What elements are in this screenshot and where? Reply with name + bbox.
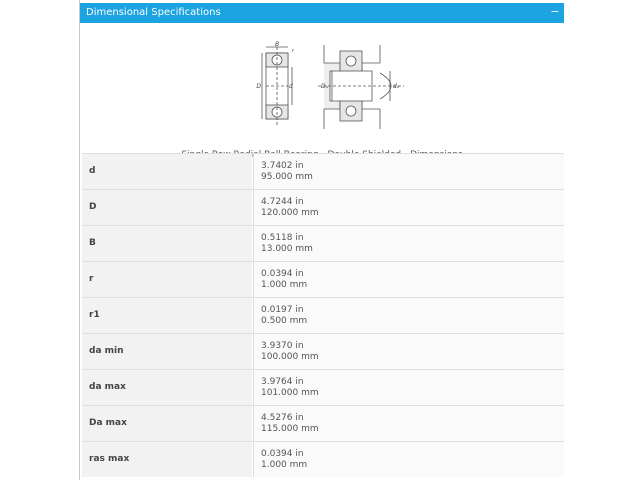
spec-name: ras max	[82, 442, 252, 477]
panel-title: Dimensional Specifications	[86, 7, 221, 18]
spec-name: B	[82, 226, 252, 261]
label-r: r	[292, 48, 295, 54]
table-row	[82, 333, 564, 369]
spec-name: da min	[82, 334, 252, 369]
spec-value-inch: 4.5276 in	[261, 413, 304, 423]
label-Da: Dₐ	[321, 83, 328, 90]
spec-value	[253, 154, 564, 189]
spec-value-mm: 95.000 mm	[261, 172, 313, 182]
spec-value-mm: 13.000 mm	[261, 244, 313, 254]
label-d: d	[289, 83, 293, 90]
spec-value	[253, 406, 564, 441]
spec-value-inch: 3.9370 in	[261, 341, 304, 351]
spec-value-inch: 0.5118 in	[261, 233, 304, 243]
spec-value-mm: 100.000 mm	[261, 352, 319, 362]
specifications-table	[82, 153, 564, 477]
spec-value-mm: 115.000 mm	[261, 424, 319, 434]
spec-value	[253, 190, 564, 225]
spec-value	[253, 226, 564, 261]
spec-value-mm: 120.000 mm	[261, 208, 319, 218]
spec-value-inch: 0.0394 in	[261, 269, 304, 279]
spec-value	[253, 370, 564, 405]
panel-header[interactable]	[80, 3, 564, 23]
table-row	[82, 441, 564, 477]
spec-value-inch: 0.0197 in	[261, 305, 304, 315]
spec-value	[253, 262, 564, 297]
spec-value-mm: 1.000 mm	[261, 460, 308, 470]
spec-value-inch: 3.7402 in	[261, 161, 304, 171]
spec-name: r1	[82, 298, 252, 333]
bearing-diagram	[80, 23, 564, 153]
spec-value-inch: 3.9764 in	[261, 377, 304, 387]
collapse-icon[interactable]: −	[550, 5, 560, 18]
label-D: D	[256, 83, 261, 90]
spec-value-mm: 0.500 mm	[261, 316, 308, 326]
spec-value-mm: 101.000 mm	[261, 388, 319, 398]
spec-name: da max	[82, 370, 252, 405]
label-da: dₐ	[393, 83, 400, 90]
spec-name: Da max	[82, 406, 252, 441]
dimensional-specifications-panel	[79, 0, 563, 480]
spec-value	[253, 334, 564, 369]
spec-name: D	[82, 190, 252, 225]
table-row	[82, 297, 564, 333]
table-row	[82, 369, 564, 405]
table-row	[82, 261, 564, 297]
bearing-drawing	[256, 41, 462, 133]
spec-value-inch: 0.0394 in	[261, 449, 304, 459]
spec-name: r	[82, 262, 252, 297]
spec-name: d	[82, 154, 252, 189]
spec-value-mm: 1.000 mm	[261, 280, 308, 290]
spec-value-inch: 4.7244 in	[261, 197, 304, 207]
spec-value	[253, 442, 564, 477]
table-row	[82, 189, 564, 225]
table-row	[82, 405, 564, 441]
table-row	[82, 225, 564, 261]
table-row	[82, 153, 564, 189]
spec-value	[253, 298, 564, 333]
label-B: B	[274, 41, 280, 48]
